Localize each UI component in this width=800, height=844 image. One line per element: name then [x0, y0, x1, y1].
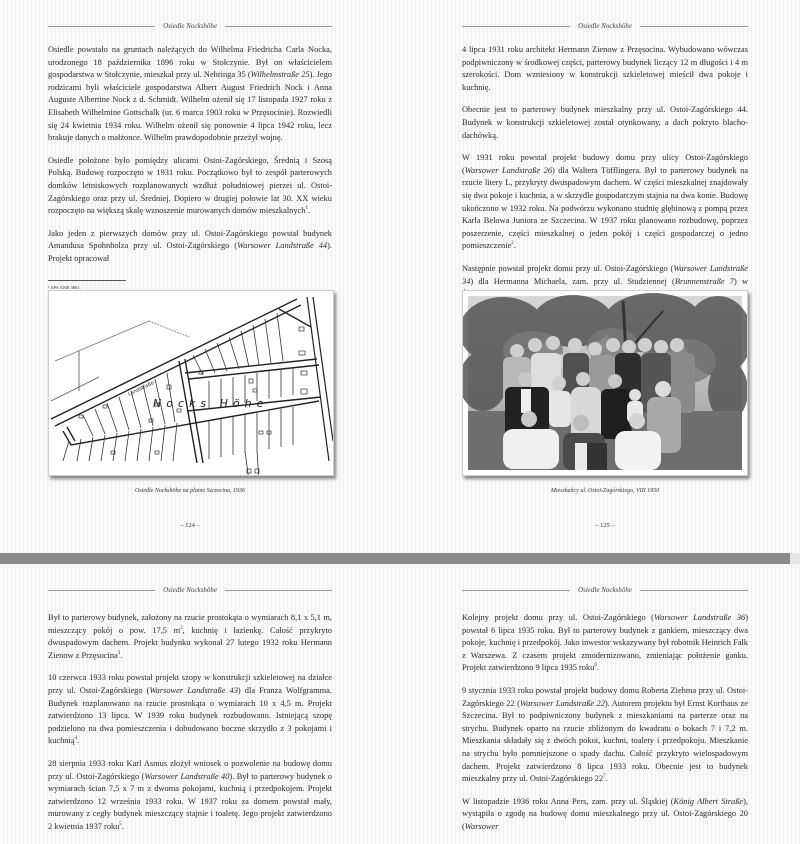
- footnote-ref: 7: [603, 774, 606, 780]
- paragraph: Jako jeden z pierwszych domów przy ul. Ostoi-Zagórskiego powstał budynek Amandusa Spohnholza przy ul. Ostoi-Zagórskiego (Warsower Landstraße 44). Projekt opracował: [48, 228, 332, 263]
- running-head-title: Osiedle Nockshöhe: [578, 22, 632, 30]
- footnote-ref: 5: [119, 822, 122, 828]
- head-rule-left: [48, 26, 155, 27]
- paragraph: Był to parterowy budynek, założony na rzucie prostokąta o wymiarach 8,1 x 5,1 m, mieszczący pokój o pow. 17,5 $m^2$, kuchnię i łazienkę. Całość przykryto dwuspadowym dachem. Projekt budynku wykonał 27 lutego 1932 roku Hermann Zienow z Przęsocina$^3$.: [48, 613, 332, 660]
- figure-caption: Osiedle Nockshöhe na planie Szczecina, 1936: [135, 488, 245, 494]
- body-text: [48, 612, 332, 844]
- footnote-ref: 6: [594, 663, 597, 669]
- paragraph: 4 lipca 1931 roku architekt Hermann Zienow z Przęsocina. Wybudowano wówczas podpiwniczony w środkowej części, parterowy budynek liczący 12 m długości i 4 m szerokości. Dom wzniesiony w konstrukcji szkieletowej mieścił dwa pokoje i kuchnię.: [462, 45, 748, 92]
- street-name-german: Wilhelmstraße 25: [250, 70, 310, 80]
- street-name-german: König Albert Straße: [673, 796, 744, 806]
- running-head-title: Osiedle Nockshöhe: [163, 586, 217, 594]
- running-head: [48, 584, 332, 596]
- figure-caption: Mieszkańcy ul. Ostoi-Zagórskiego, VIII 1950: [550, 488, 660, 494]
- paragraph: W 1931 roku powstał projekt budowy domu przy ulicy Ostoi-Zagórskiego (Warsower Landstraße 26) dla Waltera Töfflingera. Był to parterowy budynek na rzucie litery L, przykryty dwuspadowym dachem. W części mieszkalnej znajdowały się dwa pokoje i kuchnia, a w skrzydle gospodarczym stajnia na dwa konie. Budowę ukończono w 1932 roku. Na podwórzu wykonano studnię głębinową z pompą przez Karla Belowa Juniora ze Szczecina. W 1937 roku planowano rozbudowę, poprzez poszerzenie, części mieszkalnej o jeden pokój i części gospodarczej o jedno pomieszczenie$^2$.: [462, 153, 748, 251]
- paragraph: Kolejny projekt domu przy ul. Ostoi-Zagórskiego (Warsower Landstraße 36) powstał 6 lipca 1935 roku. Był to parterowy budynek z gankiem, mieszczący dwa pokoje, kuchnię i przedpokój. Jako inwestor wskazywany był robotnik Heinrich Falk z Warszewa. Z czasem projekt zmodernizowano, zmieniając położenie ganku. Projekt zatwierdzono 9 lipca 1935 roku$^6$.: [462, 613, 748, 673]
- paragraph: W listopadzie 1936 roku Anna Pers, zam. przy ul. Śląskiej (König Albert Straße), wystąpiła o zgodę na budowę domu mieszkalnego przy ul. Ostoi-Zagórskiego 20 (Warsower: [462, 796, 748, 831]
- running-head: [462, 20, 748, 32]
- head-rule-left: [462, 26, 570, 27]
- paragraphs: [48, 44, 332, 266]
- paragraphs: [462, 612, 748, 834]
- map-label: Nocks Höhe: [153, 397, 269, 410]
- head-rule-right: [640, 590, 748, 591]
- head-rule-right: [225, 590, 332, 591]
- settlement-plan-map: [49, 291, 333, 475]
- paragraph: Osiedle położone było pomiędzy ulicami Ostoi-Zagórskiego, Średnią i Szosą Polską. Budowę rozpoczęto w 1931 roku. Początkowo był to zespół parterowych domków letniskowych rozplanowanych wzdłuż południowej pierzei ul. Ostoi-Zagórskiego oraz przy ul. Średniej. Dopiero w drugiej połowie lat 30. XX wieku rozpoczęto na większą skalę wznoszenie murowanych domów mieszkalnych$^1$.: [48, 155, 332, 216]
- street-name-german: Warsower Landstraße 43: [149, 685, 238, 695]
- street-name-german: Warsower Landstraße 34: [462, 263, 748, 286]
- street-name-german: Warsower Landstraße 22: [519, 698, 605, 708]
- body-text: [462, 612, 748, 844]
- footnote-ref: 1: [305, 206, 308, 212]
- head-rule-right: [225, 26, 332, 27]
- street-name-german: Warsower Landstraße 44: [237, 241, 328, 251]
- street-name-german: Warsower Landstraße 36: [653, 613, 746, 622]
- footnote-ref: 2: [180, 625, 183, 631]
- map-road-label: Landstraße: [127, 380, 156, 398]
- head-rule-left: [48, 590, 155, 591]
- paragraph: 9 stycznia 1933 roku powstał projekt budowy domu Roberta Ziehma przy ul. Ostoi-Zagórskiego 22 (Warsower Landstraße 22). Autorem projektu był Ernst Korthaus ze Szczecina. Był to podpiwniczony budynek z mieszkaniami na parterze oraz na strychu. Budynek oparto na rzucie zbliżonym do kwadratu o bokach 7 i 7,2 m. Mieszkania składały się z dwóch pokoi, kuchni, toalety i przedpokoju. Mieszkanie na strychu było pomniejszone o spady dachu. Całość przykryto wielospadowym dachem. Projekt zatwierdzono 8 lipca 1933 roku. Obecnie jest to budynek mieszkalny przy ul. Ostoi-Zagórskiego $22^7$.: [462, 685, 748, 784]
- running-head-title: Osiedle Nockshöhe: [578, 586, 632, 594]
- footnote-ref: 2: [511, 241, 514, 247]
- body-text: [462, 44, 748, 325]
- head-rule-right: [640, 26, 748, 27]
- footnote: ¹ APS ANB 3861.: [48, 284, 81, 290]
- group-photograph: [463, 291, 747, 475]
- paragraphs: [462, 44, 748, 301]
- spread-next-pages: [0, 568, 800, 831]
- footnote-rule: [48, 280, 126, 281]
- street-name-german: Warsower: [464, 821, 499, 831]
- running-head-title: Osiedle Nockshöhe: [163, 22, 217, 30]
- head-rule-left: [462, 590, 570, 591]
- street-name-german: Warsower Landstraße 40: [144, 771, 230, 781]
- paragraph: Następnie powstał projekt domu przy ul. Ostoi-Zagórskiego (Warsower Landstraße 34) dla Hermanna Michaela, zam. przy ul. Studziennej (Brunnenstraße 7) w: [462, 263, 749, 286]
- running-head: [462, 584, 748, 596]
- paragraph: Obecnie jest to parterowy budynek mieszkalny przy ul. Ostoi-Zagórskiego 44. Budynek w konstrukcji szkieletowej został otynkowany, a dach pokryto blacho-dachówką.: [462, 105, 748, 140]
- photo-figure: [462, 290, 748, 476]
- paragraphs: [48, 612, 332, 834]
- spread-separator: [0, 553, 790, 564]
- footnote-ref: 3: [117, 650, 121, 656]
- paragraph: 28 sierpnia 1933 roku Karl Asmus złożył wniosek o pozwolenie na budowę domu przy ul. Ostoi-Zagórskiego (Warsower Landstraße 40). Był to parterowy budynek o wymiarach ścian 7,5 x 7 m z dwoma pokojami, kuchnią i przedpokojem. Projekt zatwierdzono 12 września 1933 roku. W 1937 roku za domem powstał mały, murowany z cegły budynek mieszczący stajnie i toaletę. Jego projekt zatwierdzono 2 kwietnia 1937 roku$^5$.: [48, 758, 332, 831]
- map-figure: [48, 290, 334, 476]
- running-head: [48, 20, 332, 32]
- page-number: – 125 –: [595, 522, 615, 529]
- street-name-german: Brunnenstraße 7: [674, 276, 734, 286]
- page-number: – 124 –: [180, 522, 200, 529]
- paragraph: Osiedle powstało na gruntach należących do Wilhelma Friedricha Carla Nocka, urodzonego 18 października 1896 roku w Stołczynie. Był on właścicielem gospodarstwa w Stołczynie, mieszkał przy ul. Nehringa 35 (Wilhelmstraße 25). Jego rodzicami byli właściciele gospodarstwa Albert August Friedrich Nock i Anna Auguste Albertine Nock z d. Schmidt. Wilhelm ożenił się 17 listopada 1927 roku z Elisabeth Wilhelmine Gottschalk (ur. 6 marca 1903 roku w Przęsocinie). Rozwiedli się 24 kwietnia 1934 roku. Wilhelm ożenił się ponownie 4 lipca 1942 roku, lecz brakuje danych o małżonce. Wilhelm prawdopodobnie przeżył wojnę.: [48, 45, 332, 143]
- footnote-ref: 4: [74, 736, 78, 742]
- street-name-german: Warsower Landstraße 26: [464, 165, 553, 175]
- paragraph: 10 czerwca 1933 roku powstał projekt szopy w konstrukcji szkieletowej na działce przy ul. Ostoi-Zagórskiego (Warsower Landstraße 43) dla Franza Wolfgramma. Budynek rozplanowano na rzucie prostokąta o wymiarach 10 x 4,5 m. Projekt zatwierdzono 13 lipca. W 1939 roku budynek rozbudowano. Istniejącą szopę podzielono na dwa pomieszczenia i dobudowano boczne skrzydło z 3 pokojami i kuchnią$^4$.: [48, 673, 332, 746]
- body-text: [48, 44, 332, 290]
